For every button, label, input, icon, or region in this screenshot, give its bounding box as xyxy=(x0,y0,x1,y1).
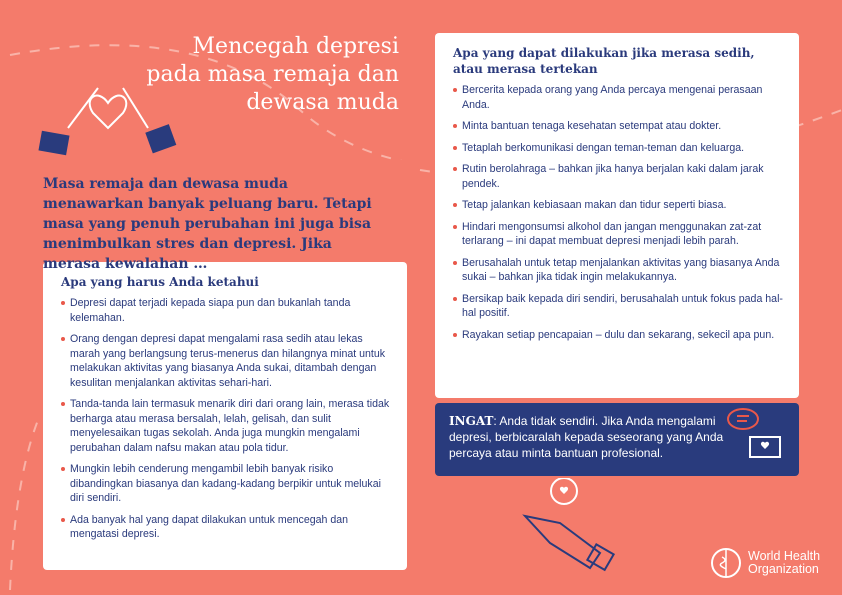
list-item: Tanda-tanda lain termasuk menarik diri dari orang lain, merasa tidak berharga atau merasa bersalah, lelah, gelisah, dan sulit menyelesaikan tugas sekolah. Anda juga mungkin mengalami perubahan dalam nafsu makan atau pola tidur. xyxy=(61,397,393,455)
list-item: Tetap jalankan kebiasaan makan dan tidur seperti biasa. xyxy=(453,198,785,213)
list-item: Mungkin lebih cenderung mengambil lebih banyak risiko dibandingkan biasanya dan kadang-kadang berpikir untuk melukai diri sendiri. xyxy=(61,462,393,506)
list-item: Hindari mengonsumsi alkohol dan jangan menggunakan zat-zat terlarang – ini dapat membuat depresi menjadi lebih parah. xyxy=(453,220,785,249)
page-title xyxy=(99,33,399,117)
remember-box xyxy=(435,403,799,476)
list-item: Depresi dapat terjadi kepada siapa pun dan bukanlah tanda kelemahan. xyxy=(61,296,393,325)
title-line: dewasa muda xyxy=(246,90,399,115)
what-to-do-card xyxy=(435,33,799,398)
list-item: Bersikap baik kepada diri sendiri, berusahalah untuk fokus pada hal-hal positif. xyxy=(453,292,785,321)
logo-text: Organization xyxy=(748,562,819,576)
title-line: Mencegah depresi xyxy=(192,34,399,59)
list-item: Rayakan setiap pencapaian – dulu dan sekarang, sekecil apa pun. xyxy=(453,328,785,343)
title-line: pada masa remaja dan xyxy=(146,62,399,87)
list-item: Tetaplah berkomunikasi dengan teman-teman dan keluarga. xyxy=(453,141,785,156)
what-to-know-card xyxy=(43,262,407,570)
hand-phone-icon xyxy=(520,478,630,588)
list-item: Ada banyak hal yang dapat dilakukan untuk mencegah dan mengatasi depresi. xyxy=(61,513,393,542)
list-item: Minta bantuan tenaga kesehatan setempat atau dokter. xyxy=(453,119,785,134)
list-item: Orang dengan depresi dapat mengalami rasa sedih atau lekas marah yang berlangsung terus-menerus dan hilangnya minat untuk melakukan aktivitas yang biasanya Anda sukai, ditambah dengan kesulitan menjalankan aktivitas sehari-hari. xyxy=(61,332,393,390)
list-item: Berusahalah untuk tetap menjalankan aktivitas yang biasanya Anda sukai – bahkan jika tidak ingin melakukannya. xyxy=(453,256,785,285)
list-item: Bercerita kepada orang yang Anda percaya mengenai perasaan Anda. xyxy=(453,83,785,112)
remember-text: : Anda tidak sendiri. Jika Anda mengalami depresi, berbicaralah kepada seseorang yang Anda percaya atau minta bantuan profesional. xyxy=(449,414,724,460)
remember-label: INGAT xyxy=(449,414,494,428)
logo-text: World Health xyxy=(748,549,821,563)
who-emblem-icon xyxy=(710,547,742,579)
who-logo xyxy=(710,547,820,579)
card-heading: Apa yang dapat dilakukan jika merasa sedih, atau merasa tertekan xyxy=(453,46,755,76)
list-item: Rutin berolahraga – bahkan jika hanya berjalan kaki dalam jarak pendek. xyxy=(453,162,785,191)
dashed-decoration xyxy=(0,410,40,595)
card-heading: Apa yang harus Anda ketahui xyxy=(61,275,259,289)
intro-text: Masa remaja dan dewasa muda menawarkan banyak peluang baru. Tetapi masa yang penuh perubahan ini juga bisa menimbulkan stres dan depresi. Jika merasa kewalahan … xyxy=(43,176,372,272)
